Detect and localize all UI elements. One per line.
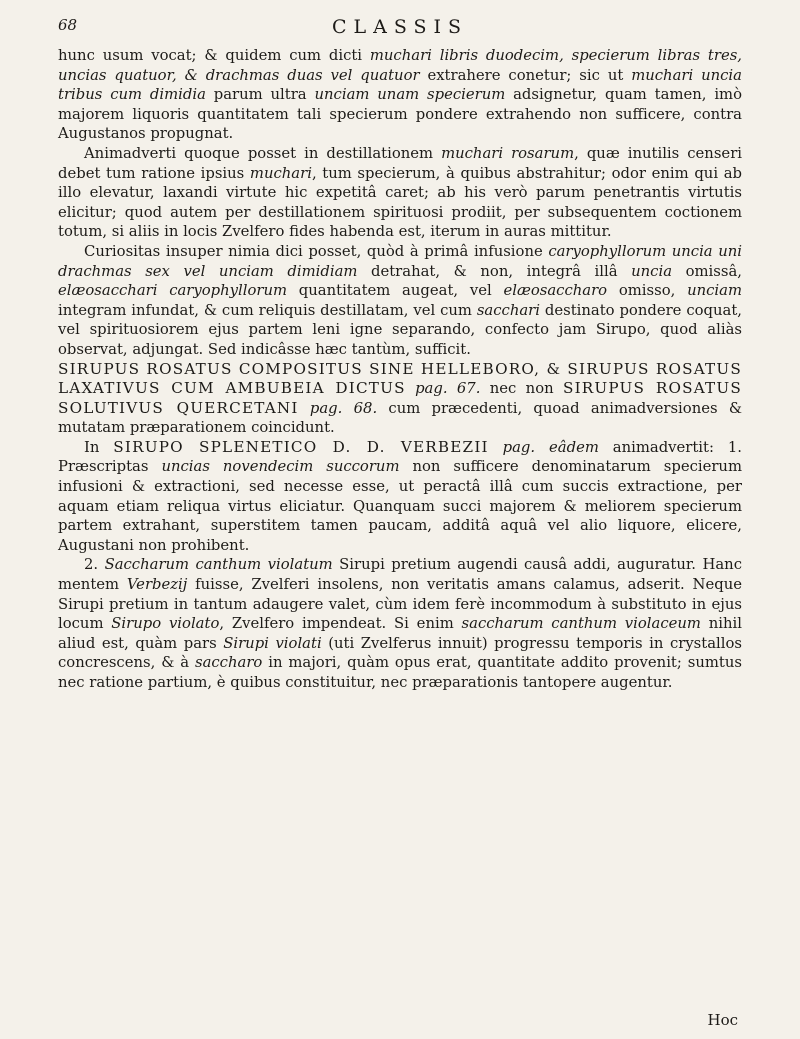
italic-text: elæosacchari caryophyllorum: [58, 282, 288, 300]
text-run: 2.: [84, 556, 105, 574]
text-run: [489, 439, 503, 456]
text-run: parum ultra: [205, 86, 315, 104]
text-run: Sirupi pretium augendi causâ addi, auguratur. Hanc mentem: [58, 556, 742, 594]
italic-text: saccharo: [194, 654, 263, 672]
text-run: fuisse, Zvelferi insolens, non veritatis amans calamus, adserit. Neque Sirupi pretium in tantum adaugere valet, cùm idem ferè incommodum à substituto in ejus locum: [58, 576, 742, 633]
body-text: [58, 46, 742, 693]
text-run: In: [84, 438, 114, 456]
italic-text: elæosaccharo: [503, 282, 608, 300]
italic-text: muchari rosarum: [441, 144, 575, 162]
text-run: quantitatem augeat, vel: [287, 282, 504, 300]
italic-text: Sirupo violato: [111, 615, 220, 633]
italic-text: pag. 67.: [415, 380, 481, 398]
italic-text: muchari uncia tribus cum dimidia: [58, 66, 742, 104]
paragraph: [58, 242, 742, 360]
text-run: extrahere conetur; sic ut: [419, 66, 632, 84]
text-run: animadvertit: 1. Præscriptas: [58, 438, 742, 476]
text-run: hunc usum vocat; & quidem cum dicti: [58, 47, 370, 64]
text-run: detrahat, & non, integrâ illâ: [357, 262, 632, 280]
italic-text: Verbezij: [126, 576, 188, 594]
text-run: in majori, quàm opus erat, quantitate addito provenit; sumtus nec ratione partium, è quibus constituitur, nec præparationis tantopere augentur.: [58, 654, 742, 691]
text-run: nihil aliud est, quàm pars: [58, 615, 742, 652]
text-run: (uti Zvelferus innuit) progressu temporis in crystallos concrescens, & à: [58, 634, 743, 672]
small-caps-text: SIRUPO SPLENETICO D. D. VERBEZII: [113, 437, 489, 456]
italic-text: unciam unam specierum: [314, 86, 506, 104]
text-run: nec non: [480, 380, 563, 398]
text-run: adsignetur, quam tamen, imò majorem liquoris quantitatem tali specierum pondere extrahendo non sufficere, contra Augustanos propugnat.: [58, 86, 742, 143]
small-caps-text: SIRUPUS ROSATUS SOLUTIVUS QUERCETANI: [58, 379, 742, 417]
italic-text: uncias novendecim succorum: [161, 458, 400, 476]
text-run: destinato pondere coquat, vel spirituosiorem ejus partem leni igne separando, confecto jam Sirupo, quod aliàs observat, adjungat. Sed indicâsse hæc tantùm, sufficit.: [58, 301, 742, 358]
italic-text: pag. 68.: [309, 399, 378, 417]
text-run: integram infundat, & cum reliquis destillatam, vel cum: [58, 301, 477, 319]
italic-text: uncia: [631, 262, 673, 280]
italic-text: unciam: [687, 282, 742, 300]
italic-text: saccharum canthum violaceum: [461, 615, 701, 633]
text-run: [299, 400, 310, 417]
text-run: non sufficere denominatarum specierum infusioni & extractioni, sed necesse esse, ut peractâ illâ cum succis extractione, per aquam etiam reliqua virtus eliciatur. Quanquam succi majorem & meliorem specierum partem extrahant, superstitem tamen paucam, additâ aquâ vel alio liquore, elicere, Augustani non prohibent.: [58, 458, 742, 554]
text-run: , Zvelfero impendeat. Si enim: [219, 615, 462, 633]
italic-text: muchari libris duodecim, specierum libras tres, uncias quatuor, & drachmas duas vel quatuor: [58, 47, 742, 84]
italic-text: caryophyllorum uncia uni drachmas sex vel unciam dimidiam: [58, 242, 742, 280]
paragraph: [58, 555, 742, 692]
text-run: , tum specierum, à quibus abstrahitur; odor enim qui ab illo elevatur, laxandi virtute hic expetitâ caret; ab his verò parum penetrantis virtutis elicitur; quod autem per destillationem spirituosi prodiit, per subsequentem coctionem totum, si aliis in locis Zvelfero fides habenda est, iterum in auras mittitur.: [58, 164, 742, 241]
text-run: , quæ inutilis censeri debet tum ratione ipsius: [58, 144, 742, 182]
text-run: cum præcedenti, quoad animadversiones & mutatam præparationem coincidunt.: [58, 399, 742, 437]
text-run: [406, 380, 415, 397]
italic-text: pag. eâdem: [502, 438, 599, 456]
page-number: 68: [58, 16, 78, 34]
section-heading-paragraph: [58, 360, 742, 438]
italic-text: sacchari: [476, 301, 540, 319]
italic-text: Sirupi violati: [223, 634, 322, 652]
paragraph: [58, 438, 742, 556]
text-run: Animadverti quoque posset in destillationem: [84, 144, 442, 162]
catchword: Hoc: [707, 1011, 738, 1029]
text-run: omissâ,: [672, 262, 742, 280]
paragraph: [58, 46, 742, 144]
text-run: omisso,: [607, 282, 688, 300]
text-run: Curiositas insuper nimia dici posset, quòd à primâ infusione: [84, 242, 549, 260]
small-caps-text: SIRUPUS ROSATUS COMPOSITUS SINE HELLEBORO, & SIRUPUS ROSATUS LAXATIVUS CUM AMBUBEIA DICTUS: [58, 359, 742, 398]
running-head: CLASSIS: [331, 16, 469, 38]
paragraph: [58, 144, 742, 242]
page-header: [58, 16, 742, 46]
italic-text: Saccharum canthum violatum: [104, 556, 333, 574]
italic-text: muchari: [249, 164, 312, 182]
